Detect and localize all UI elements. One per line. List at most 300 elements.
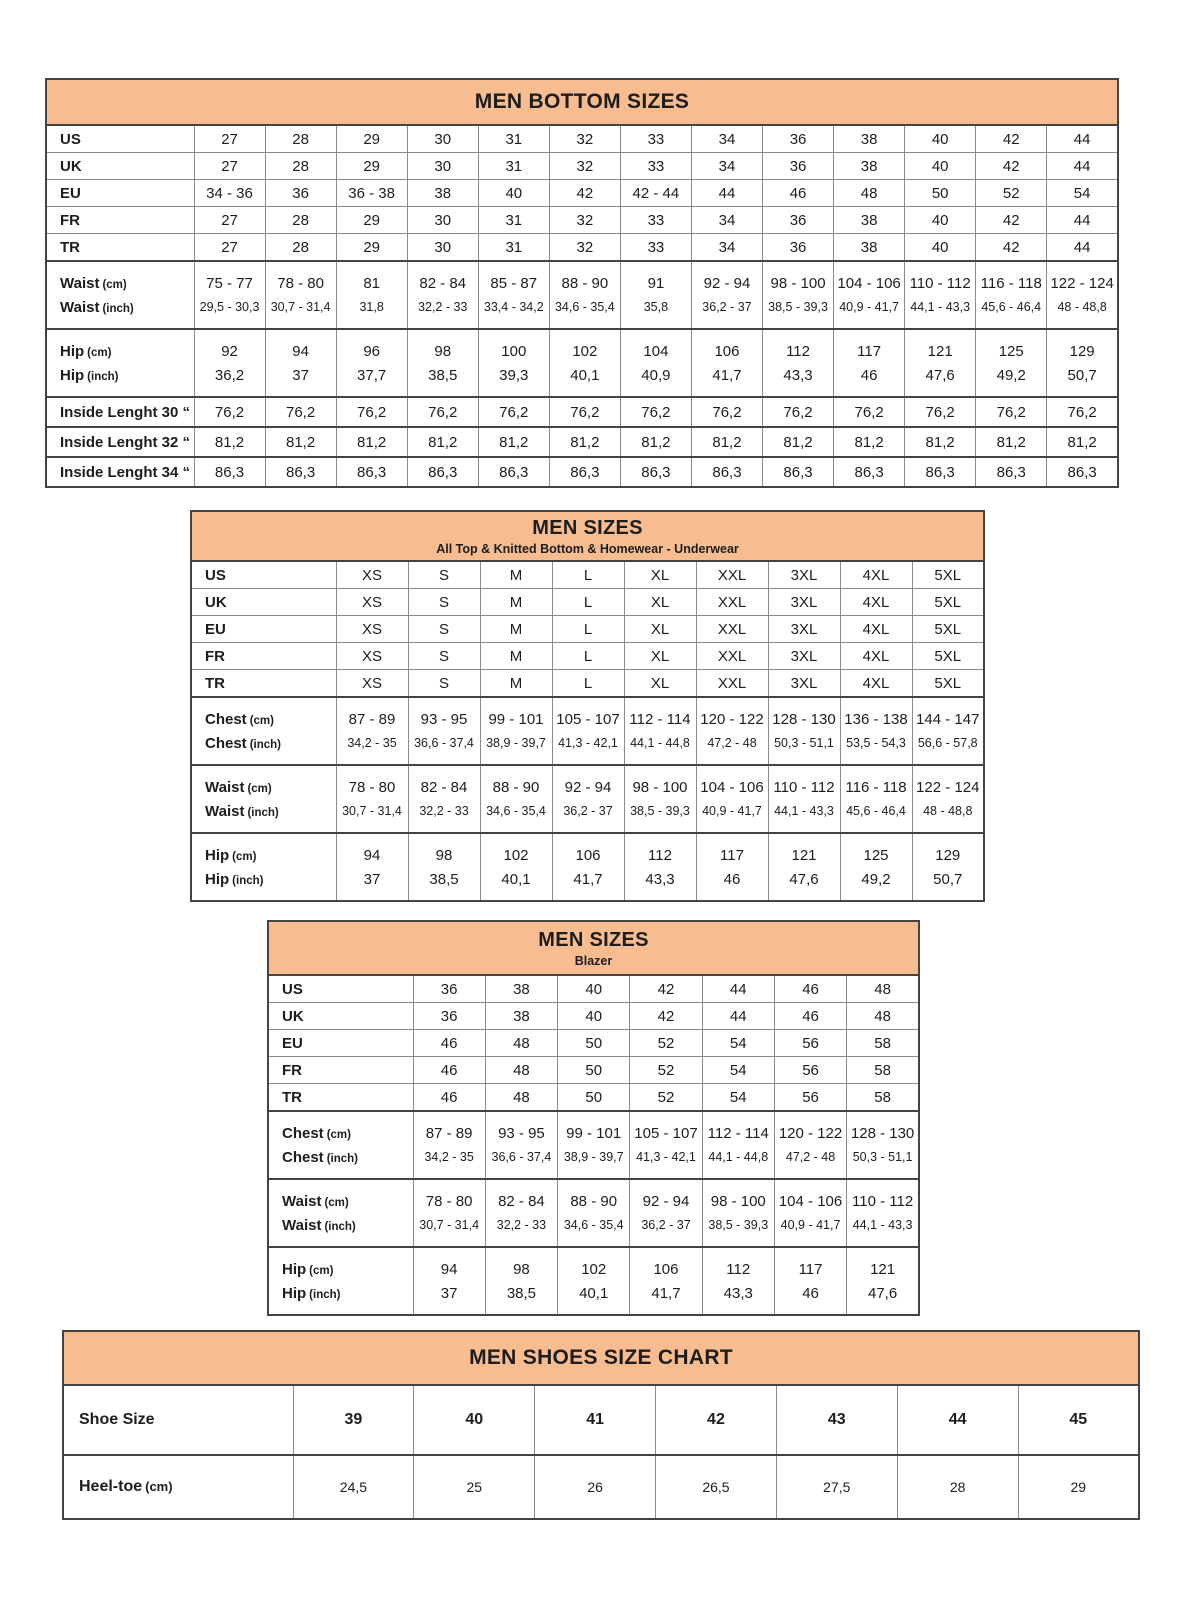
table-row bbox=[191, 562, 984, 589]
size-value-cell: 86,3 bbox=[834, 457, 905, 487]
men-bottom-sizes-table bbox=[45, 78, 1119, 488]
size-value-cell: 29 bbox=[336, 207, 407, 234]
size-value-cell: 86,3 bbox=[691, 457, 762, 487]
size-value-cell: 32 bbox=[549, 126, 620, 153]
table-row bbox=[268, 1084, 919, 1112]
size-value-cell: 46 bbox=[413, 1084, 485, 1112]
size-value-cell: 48 bbox=[847, 1003, 919, 1030]
row-label: Waist bbox=[60, 274, 100, 292]
size-value-cell: 82 - 84 bbox=[407, 261, 478, 295]
size-value-cell: 34,6 - 35,4 bbox=[558, 1213, 630, 1247]
size-value-cell: 41,7 bbox=[691, 363, 762, 397]
row-label: Waist bbox=[60, 298, 100, 316]
size-value-cell: 43,3 bbox=[702, 1281, 774, 1315]
size-value-cell: 38 bbox=[485, 1003, 557, 1030]
size-value-cell: 4XL bbox=[840, 643, 912, 670]
size-value-cell: 112 - 114 bbox=[702, 1111, 774, 1145]
size-value-cell: 44 bbox=[1047, 207, 1118, 234]
size-value-cell: 98 - 100 bbox=[624, 765, 696, 799]
table-row bbox=[46, 397, 1118, 427]
size-value-cell: 42 bbox=[630, 1003, 702, 1030]
table-title: MEN SHOES SIZE CHART bbox=[469, 1346, 733, 1369]
row-label-unit: (inch) bbox=[309, 1288, 341, 1301]
size-value-cell: 54 bbox=[1047, 180, 1118, 207]
size-value-cell: 38 bbox=[834, 126, 905, 153]
size-value-cell: 38,5 bbox=[485, 1281, 557, 1315]
size-value-cell: 88 - 90 bbox=[549, 261, 620, 295]
row-label-cell bbox=[191, 799, 336, 833]
size-value-cell: 54 bbox=[702, 1084, 774, 1112]
size-value-cell: 48 - 48,8 bbox=[912, 799, 984, 833]
row-label-cell bbox=[268, 1213, 413, 1247]
row-label-unit: (cm) bbox=[247, 782, 272, 795]
size-value-cell: 76,2 bbox=[478, 397, 549, 427]
size-value-cell: 56,6 - 57,8 bbox=[912, 731, 984, 765]
row-label: US bbox=[60, 130, 81, 148]
size-value-cell: 38 bbox=[834, 207, 905, 234]
size-value-cell: 31 bbox=[478, 126, 549, 153]
row-label: Hip bbox=[205, 846, 230, 864]
row-label: Inside Lenght 32 “ bbox=[60, 433, 191, 451]
size-value-cell: 98 bbox=[407, 329, 478, 363]
size-value-cell: 50 bbox=[558, 1057, 630, 1084]
size-value-cell: M bbox=[480, 670, 552, 698]
size-value-cell: 105 - 107 bbox=[630, 1111, 702, 1145]
size-value-cell: L bbox=[552, 562, 624, 589]
size-value-cell: 36,6 - 37,4 bbox=[408, 731, 480, 765]
row-label: UK bbox=[282, 1007, 304, 1025]
size-value-cell: 5XL bbox=[912, 562, 984, 589]
row-label: Waist bbox=[282, 1192, 322, 1210]
size-value-cell: 106 bbox=[630, 1247, 702, 1281]
size-value-cell: 117 bbox=[696, 833, 768, 867]
table-row bbox=[191, 616, 984, 643]
size-value-cell: 78 - 80 bbox=[336, 765, 408, 799]
size-value-cell: 5XL bbox=[912, 616, 984, 643]
size-value-cell: 128 - 130 bbox=[768, 697, 840, 731]
size-value-cell: 36 bbox=[763, 126, 834, 153]
size-table bbox=[45, 126, 1119, 488]
size-value-cell: 116 - 118 bbox=[840, 765, 912, 799]
size-value-cell: 28 bbox=[897, 1455, 1018, 1519]
size-value-cell: 50 bbox=[558, 1030, 630, 1057]
size-value-cell: 46 bbox=[834, 363, 905, 397]
size-value-cell: 106 bbox=[691, 329, 762, 363]
row-label-unit: (cm) bbox=[324, 1196, 349, 1209]
size-value-cell: 56 bbox=[774, 1030, 846, 1057]
size-value-cell: S bbox=[408, 562, 480, 589]
size-value-cell: 54 bbox=[702, 1030, 774, 1057]
size-value-cell: 105 - 107 bbox=[552, 697, 624, 731]
size-value-cell: 96 bbox=[336, 329, 407, 363]
size-value-cell: 125 bbox=[976, 329, 1047, 363]
row-label: TR bbox=[205, 674, 225, 692]
size-value-cell: 26 bbox=[535, 1455, 656, 1519]
size-value-cell: 3XL bbox=[768, 670, 840, 698]
row-label-cell bbox=[46, 457, 194, 487]
table-row bbox=[268, 1179, 919, 1213]
size-value-cell: 40 bbox=[905, 153, 976, 180]
size-value-cell: 44,1 - 43,3 bbox=[847, 1213, 919, 1247]
row-label: EU bbox=[205, 620, 226, 638]
size-value-cell: 54 bbox=[702, 1057, 774, 1084]
row-label-cell bbox=[46, 207, 194, 234]
size-value-cell: 86,3 bbox=[905, 457, 976, 487]
size-value-cell: 81,2 bbox=[549, 427, 620, 457]
row-label-cell bbox=[46, 363, 194, 397]
row-label: Waist bbox=[282, 1216, 322, 1234]
table-title: MEN SIZES bbox=[538, 928, 649, 951]
size-value-cell: 144 - 147 bbox=[912, 697, 984, 731]
size-value-cell: 81,2 bbox=[905, 427, 976, 457]
row-label-cell bbox=[191, 867, 336, 901]
size-value-cell: 98 bbox=[485, 1247, 557, 1281]
size-value-cell: 76,2 bbox=[691, 397, 762, 427]
size-value-cell: 81,2 bbox=[407, 427, 478, 457]
size-value-cell: 81,2 bbox=[336, 427, 407, 457]
row-label-cell bbox=[46, 153, 194, 180]
size-value-cell: 102 bbox=[549, 329, 620, 363]
size-value-cell: M bbox=[480, 562, 552, 589]
size-value-cell: XL bbox=[624, 670, 696, 698]
row-label: TR bbox=[282, 1088, 302, 1106]
table-row bbox=[46, 207, 1118, 234]
size-value-cell: 129 bbox=[912, 833, 984, 867]
size-value-cell: 129 bbox=[1047, 329, 1118, 363]
size-value-cell: 75 - 77 bbox=[194, 261, 265, 295]
table-row bbox=[46, 261, 1118, 295]
size-value-cell: 44 bbox=[1047, 126, 1118, 153]
size-value-cell: 50,7 bbox=[912, 867, 984, 901]
row-label-unit: (cm) bbox=[102, 278, 127, 291]
table-row bbox=[191, 731, 984, 765]
row-label-cell bbox=[46, 329, 194, 363]
size-value-cell: 43,3 bbox=[763, 363, 834, 397]
row-label: FR bbox=[60, 211, 80, 229]
size-value-cell: 87 - 89 bbox=[336, 697, 408, 731]
table-row bbox=[268, 1213, 919, 1247]
size-value-cell: 31 bbox=[478, 207, 549, 234]
size-value-cell: 41,7 bbox=[630, 1281, 702, 1315]
table-row bbox=[268, 1030, 919, 1057]
size-value-cell: 86,3 bbox=[549, 457, 620, 487]
size-value-cell: 120 - 122 bbox=[696, 697, 768, 731]
size-value-cell: 5XL bbox=[912, 643, 984, 670]
size-value-cell: 26,5 bbox=[656, 1455, 777, 1519]
size-value-cell: 44 bbox=[1047, 234, 1118, 262]
size-value-cell: 81,2 bbox=[691, 427, 762, 457]
size-value-cell: 4XL bbox=[840, 616, 912, 643]
size-value-cell: XS bbox=[336, 616, 408, 643]
size-value-cell: 44 bbox=[897, 1386, 1018, 1455]
size-value-cell: 42 - 44 bbox=[620, 180, 691, 207]
row-label-cell bbox=[268, 1084, 413, 1112]
size-value-cell: 76,2 bbox=[620, 397, 691, 427]
row-label-cell bbox=[46, 126, 194, 153]
size-value-cell: 3XL bbox=[768, 643, 840, 670]
size-value-cell: 76,2 bbox=[834, 397, 905, 427]
row-label-cell bbox=[268, 1247, 413, 1281]
size-value-cell: 86,3 bbox=[336, 457, 407, 487]
size-value-cell: 27 bbox=[194, 153, 265, 180]
size-value-cell: 50,3 - 51,1 bbox=[768, 731, 840, 765]
table-row bbox=[63, 1455, 1139, 1519]
size-value-cell: 38,5 bbox=[408, 867, 480, 901]
size-value-cell: 44,1 - 43,3 bbox=[768, 799, 840, 833]
size-value-cell: 92 bbox=[194, 329, 265, 363]
men-top-sizes-table bbox=[190, 510, 985, 902]
size-value-cell: 122 - 124 bbox=[912, 765, 984, 799]
row-label-cell bbox=[46, 295, 194, 329]
size-value-cell: 40 bbox=[414, 1386, 535, 1455]
size-value-cell: 102 bbox=[480, 833, 552, 867]
size-value-cell: 33 bbox=[620, 234, 691, 262]
size-value-cell: 76,2 bbox=[763, 397, 834, 427]
row-label-unit: (inch) bbox=[247, 806, 279, 819]
size-value-cell: 41,3 - 42,1 bbox=[630, 1145, 702, 1179]
size-value-cell: 33 bbox=[620, 126, 691, 153]
size-value-cell: 46 bbox=[763, 180, 834, 207]
row-label-cell bbox=[46, 261, 194, 295]
table-row bbox=[46, 126, 1118, 153]
size-value-cell: XS bbox=[336, 562, 408, 589]
size-value-cell: 121 bbox=[905, 329, 976, 363]
size-value-cell: 36 bbox=[413, 1003, 485, 1030]
size-value-cell: 47,6 bbox=[905, 363, 976, 397]
size-value-cell: 40,9 - 41,7 bbox=[774, 1213, 846, 1247]
size-value-cell: 81,2 bbox=[194, 427, 265, 457]
size-value-cell: 94 bbox=[265, 329, 336, 363]
size-value-cell: 44,1 - 44,8 bbox=[624, 731, 696, 765]
size-value-cell: 41,3 - 42,1 bbox=[552, 731, 624, 765]
size-value-cell: 34 bbox=[691, 153, 762, 180]
size-value-cell: 92 - 94 bbox=[552, 765, 624, 799]
size-value-cell: 37 bbox=[265, 363, 336, 397]
size-value-cell: 120 - 122 bbox=[774, 1111, 846, 1145]
row-label: Hip bbox=[205, 870, 230, 888]
row-label-unit: (inch) bbox=[87, 370, 119, 383]
row-label: Shoe Size bbox=[79, 1411, 155, 1428]
size-value-cell: 27 bbox=[194, 234, 265, 262]
size-value-cell: 48 bbox=[485, 1030, 557, 1057]
size-value-cell: 48 bbox=[485, 1057, 557, 1084]
size-value-cell: 34 bbox=[691, 126, 762, 153]
size-value-cell: 82 - 84 bbox=[485, 1179, 557, 1213]
row-label: UK bbox=[60, 157, 82, 175]
table-row bbox=[268, 1111, 919, 1145]
size-value-cell: 112 bbox=[624, 833, 696, 867]
size-value-cell: 30 bbox=[407, 153, 478, 180]
table-row bbox=[268, 1247, 919, 1281]
size-value-cell: 4XL bbox=[840, 562, 912, 589]
size-value-cell: 36,2 - 37 bbox=[691, 295, 762, 329]
row-label-cell bbox=[191, 589, 336, 616]
row-label: Waist bbox=[205, 778, 245, 796]
row-label-cell bbox=[63, 1455, 293, 1519]
row-label-cell bbox=[46, 397, 194, 427]
size-value-cell: 27 bbox=[194, 126, 265, 153]
size-value-cell: 50 bbox=[558, 1084, 630, 1112]
table-row bbox=[268, 1057, 919, 1084]
size-value-cell: XL bbox=[624, 589, 696, 616]
size-value-cell: 42 bbox=[976, 207, 1047, 234]
size-value-cell: XL bbox=[624, 643, 696, 670]
size-value-cell: 32 bbox=[549, 153, 620, 180]
size-value-cell: 34,6 - 35,4 bbox=[480, 799, 552, 833]
row-label-cell bbox=[268, 1145, 413, 1179]
size-value-cell: 49,2 bbox=[976, 363, 1047, 397]
size-value-cell: 37 bbox=[413, 1281, 485, 1315]
size-value-cell: 93 - 95 bbox=[485, 1111, 557, 1145]
size-value-cell: 86,3 bbox=[407, 457, 478, 487]
size-value-cell: 36 bbox=[265, 180, 336, 207]
size-value-cell: 33 bbox=[620, 153, 691, 180]
size-value-cell: 50,7 bbox=[1047, 363, 1118, 397]
row-label-unit: (cm) bbox=[232, 850, 257, 863]
row-label-cell bbox=[46, 180, 194, 207]
size-value-cell: 86,3 bbox=[763, 457, 834, 487]
size-value-cell: 121 bbox=[768, 833, 840, 867]
size-value-cell: 78 - 80 bbox=[265, 261, 336, 295]
size-value-cell: 39 bbox=[293, 1386, 414, 1455]
size-value-cell: 40 bbox=[905, 234, 976, 262]
size-value-cell: 45 bbox=[1018, 1386, 1139, 1455]
table-row bbox=[191, 643, 984, 670]
size-value-cell: 29 bbox=[1018, 1455, 1139, 1519]
size-value-cell: S bbox=[408, 616, 480, 643]
size-value-cell: 81,2 bbox=[976, 427, 1047, 457]
size-value-cell: 33 bbox=[620, 207, 691, 234]
size-value-cell: 40,1 bbox=[558, 1281, 630, 1315]
size-value-cell: 40 bbox=[478, 180, 549, 207]
size-value-cell: 44,1 - 44,8 bbox=[702, 1145, 774, 1179]
row-label: US bbox=[205, 566, 226, 584]
size-value-cell: 47,2 - 48 bbox=[696, 731, 768, 765]
row-label-cell bbox=[268, 1281, 413, 1315]
size-value-cell: M bbox=[480, 589, 552, 616]
size-value-cell: 86,3 bbox=[1047, 457, 1118, 487]
size-value-cell: 48 bbox=[847, 976, 919, 1003]
row-label-cell bbox=[268, 976, 413, 1003]
size-value-cell: XL bbox=[624, 616, 696, 643]
size-value-cell: 38 bbox=[485, 976, 557, 1003]
size-value-cell: 112 bbox=[702, 1247, 774, 1281]
size-value-cell: 81,2 bbox=[1047, 427, 1118, 457]
size-value-cell: 36 - 38 bbox=[336, 180, 407, 207]
size-value-cell: 122 - 124 bbox=[1047, 261, 1118, 295]
size-value-cell: XXL bbox=[696, 616, 768, 643]
table-title-bar bbox=[45, 78, 1119, 126]
size-value-cell: 104 - 106 bbox=[696, 765, 768, 799]
size-value-cell: 40,9 - 41,7 bbox=[834, 295, 905, 329]
size-value-cell: 36,6 - 37,4 bbox=[485, 1145, 557, 1179]
size-value-cell: 46 bbox=[413, 1030, 485, 1057]
size-value-cell: 81,2 bbox=[478, 427, 549, 457]
size-value-cell: 5XL bbox=[912, 670, 984, 698]
size-value-cell: 36 bbox=[413, 976, 485, 1003]
size-value-cell: 106 bbox=[552, 833, 624, 867]
size-value-cell: 86,3 bbox=[194, 457, 265, 487]
size-value-cell: 76,2 bbox=[194, 397, 265, 427]
table-row bbox=[46, 234, 1118, 262]
table-row bbox=[191, 799, 984, 833]
size-value-cell: 42 bbox=[976, 126, 1047, 153]
row-label-unit: (inch) bbox=[324, 1220, 356, 1233]
size-value-cell: 104 - 106 bbox=[774, 1179, 846, 1213]
size-value-cell: 30 bbox=[407, 207, 478, 234]
row-label-cell bbox=[268, 1111, 413, 1145]
size-value-cell: 52 bbox=[630, 1084, 702, 1112]
size-value-cell: 44 bbox=[1047, 153, 1118, 180]
size-value-cell: 42 bbox=[976, 153, 1047, 180]
row-label-cell bbox=[268, 1179, 413, 1213]
row-label-unit: (cm) bbox=[326, 1128, 351, 1141]
row-label-cell bbox=[268, 1030, 413, 1057]
size-value-cell: 40,9 bbox=[620, 363, 691, 397]
size-value-cell: 25 bbox=[414, 1455, 535, 1519]
size-value-cell: 99 - 101 bbox=[480, 697, 552, 731]
size-value-cell: 47,6 bbox=[768, 867, 840, 901]
size-value-cell: 98 - 100 bbox=[763, 261, 834, 295]
size-value-cell: 38,5 - 39,3 bbox=[702, 1213, 774, 1247]
size-value-cell: 56 bbox=[774, 1057, 846, 1084]
men-blazer-sizes-table bbox=[267, 920, 920, 1316]
size-value-cell: 32 bbox=[549, 207, 620, 234]
row-label: TR bbox=[60, 238, 80, 256]
row-label-cell bbox=[191, 697, 336, 731]
size-value-cell: L bbox=[552, 643, 624, 670]
size-value-cell: 32,2 - 33 bbox=[407, 295, 478, 329]
size-value-cell: 36 bbox=[763, 207, 834, 234]
size-value-cell: 76,2 bbox=[976, 397, 1047, 427]
table-row bbox=[46, 457, 1118, 487]
size-value-cell: 40 bbox=[905, 207, 976, 234]
size-value-cell: 94 bbox=[336, 833, 408, 867]
row-label: US bbox=[282, 980, 303, 998]
size-value-cell: 110 - 112 bbox=[905, 261, 976, 295]
size-value-cell: 31,8 bbox=[336, 295, 407, 329]
size-value-cell: 48 bbox=[834, 180, 905, 207]
row-label: Hip bbox=[60, 366, 85, 384]
size-value-cell: 104 - 106 bbox=[834, 261, 905, 295]
size-value-cell: 52 bbox=[630, 1030, 702, 1057]
size-value-cell: 44 bbox=[702, 1003, 774, 1030]
size-value-cell: 42 bbox=[549, 180, 620, 207]
size-value-cell: 29 bbox=[336, 126, 407, 153]
size-value-cell: 81,2 bbox=[763, 427, 834, 457]
row-label: EU bbox=[60, 184, 81, 202]
size-value-cell: 30,7 - 31,4 bbox=[336, 799, 408, 833]
size-value-cell: 110 - 112 bbox=[768, 765, 840, 799]
size-value-cell: 28 bbox=[265, 234, 336, 262]
size-value-cell: 56 bbox=[774, 1084, 846, 1112]
size-value-cell: 117 bbox=[774, 1247, 846, 1281]
size-value-cell: 39,3 bbox=[478, 363, 549, 397]
size-value-cell: 40 bbox=[558, 976, 630, 1003]
size-value-cell: 33,4 - 34,2 bbox=[478, 295, 549, 329]
table-subtitle: Blazer bbox=[574, 953, 613, 968]
size-value-cell: 99 - 101 bbox=[558, 1111, 630, 1145]
table-row bbox=[268, 976, 919, 1003]
size-value-cell: 128 - 130 bbox=[847, 1111, 919, 1145]
size-value-cell: 44 bbox=[702, 976, 774, 1003]
row-label: Hip bbox=[282, 1260, 307, 1278]
size-value-cell: 36,2 - 37 bbox=[552, 799, 624, 833]
size-value-cell: 50,3 - 51,1 bbox=[847, 1145, 919, 1179]
table-title: MEN BOTTOM SIZES bbox=[474, 90, 690, 113]
row-label: Chest bbox=[282, 1124, 324, 1142]
size-value-cell: 50 bbox=[905, 180, 976, 207]
